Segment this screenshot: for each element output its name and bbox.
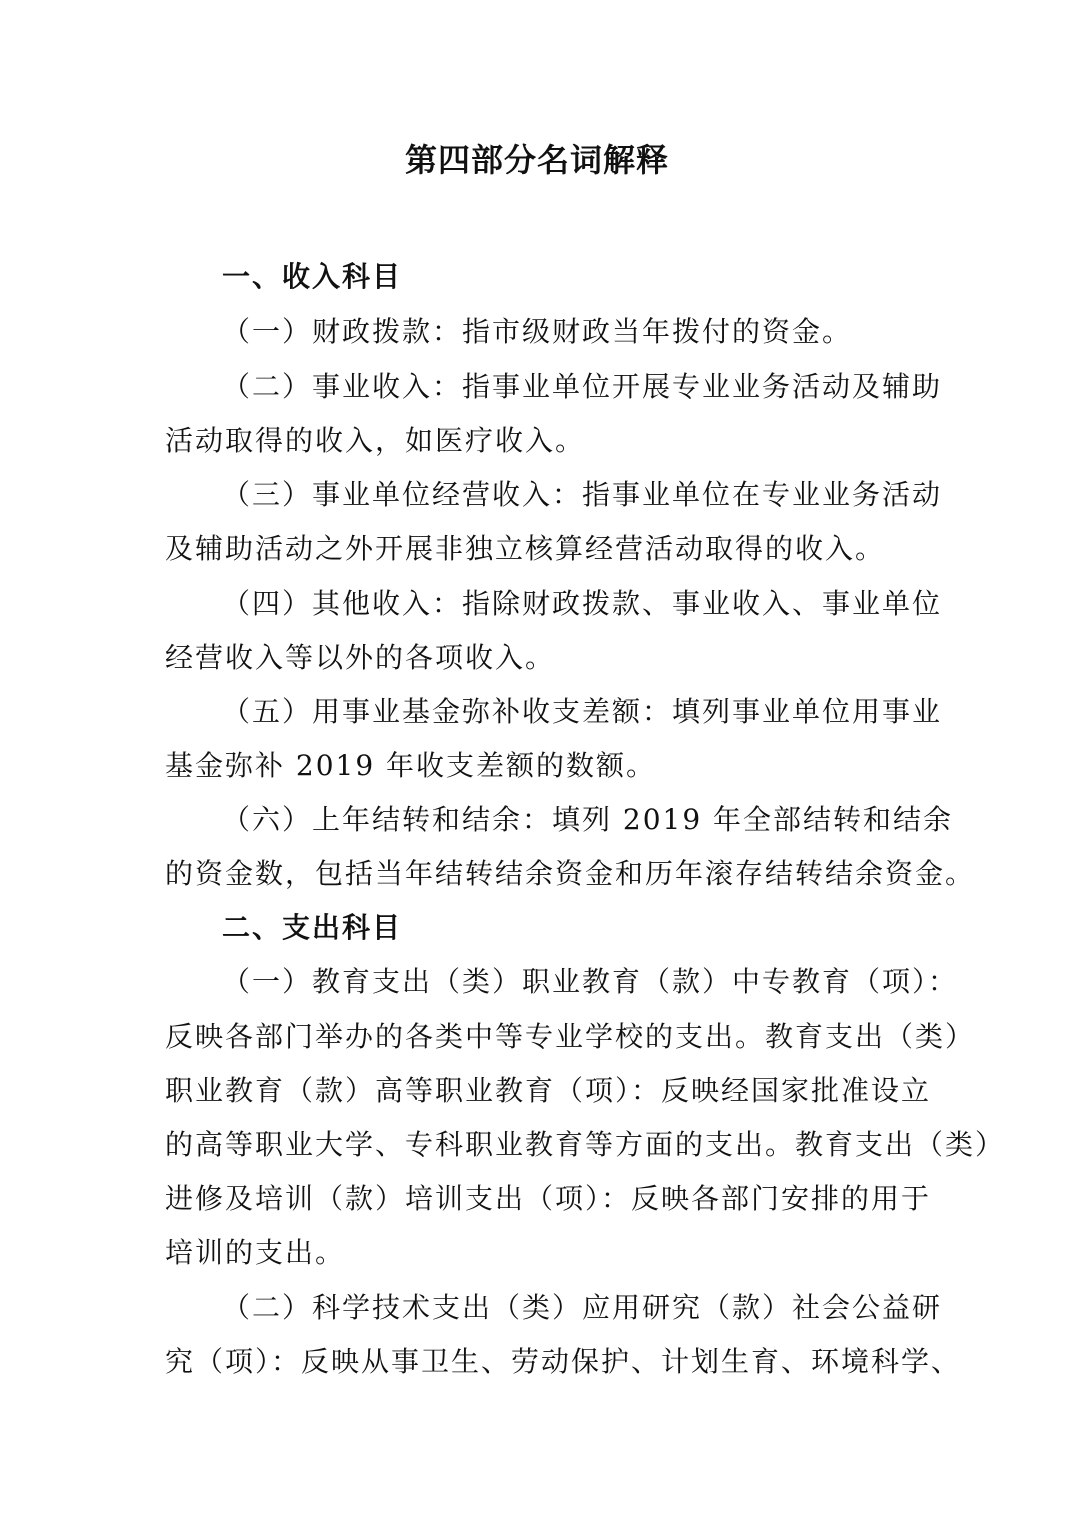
paragraph-line: （二）事业收入：指事业单位开展专业业务活动及辅助 [222,370,943,403]
paragraph-line: 经营收入等以外的各项收入。 [165,641,556,674]
paragraph-line: 活动取得的收入，如医疗收入。 [165,424,586,457]
paragraph-line: （五）用事业基金弥补收支差额：填列事业单位用事业 [222,695,943,728]
paragraph-line: （一）财政拨款：指市级财政当年拨付的资金。 [222,315,853,348]
paragraph-line: （三）事业单位经营收入：指事业单位在专业业务活动 [222,478,943,511]
paragraph-line: 基金弥补 2019 年收支差额的数额。 [165,749,657,782]
paragraph-line: 职业教育（款）高等职业教育（项）：反映经国家批准设立 [165,1074,932,1107]
section-heading-expenditure: 二、支出科目 [222,911,403,944]
paragraph-line: 反映各部门举办的各类中等专业学校的支出。教育支出（类） [165,1020,976,1053]
paragraph-line: （二）科学技术支出（类）应用研究（款）社会公益研 [222,1291,943,1324]
paragraph-line: （四）其他收入：指除财政拨款、事业收入、事业单位 [222,587,943,620]
paragraph-line: 的高等职业大学、专科职业教育等方面的支出。教育支出（类） [165,1128,1006,1161]
paragraph-line: （一）教育支出（类）职业教育（款）中专教育（项）： [222,965,959,998]
paragraph-line: 进修及培训（款）培训支出（项）：反映各部门安排的用于 [165,1182,932,1215]
paragraph-line: 究（项）：反映从事卫生、劳动保护、计划生育、环境科学、 [165,1345,962,1378]
section-heading-income: 一、收入科目 [222,260,403,293]
paragraph-line: 培训的支出。 [165,1236,346,1269]
page-title: 第四部分名词解释 [404,141,669,179]
paragraph-line: 及辅助活动之外开展非独立核算经营活动取得的收入。 [165,532,886,565]
paragraph-line: 的资金数，包括当年结转结余资金和历年滚存结转结余资金。 [165,857,976,890]
paragraph-line: （六）上年结转和结余：填列 2019 年全部结转和结余 [222,803,954,836]
